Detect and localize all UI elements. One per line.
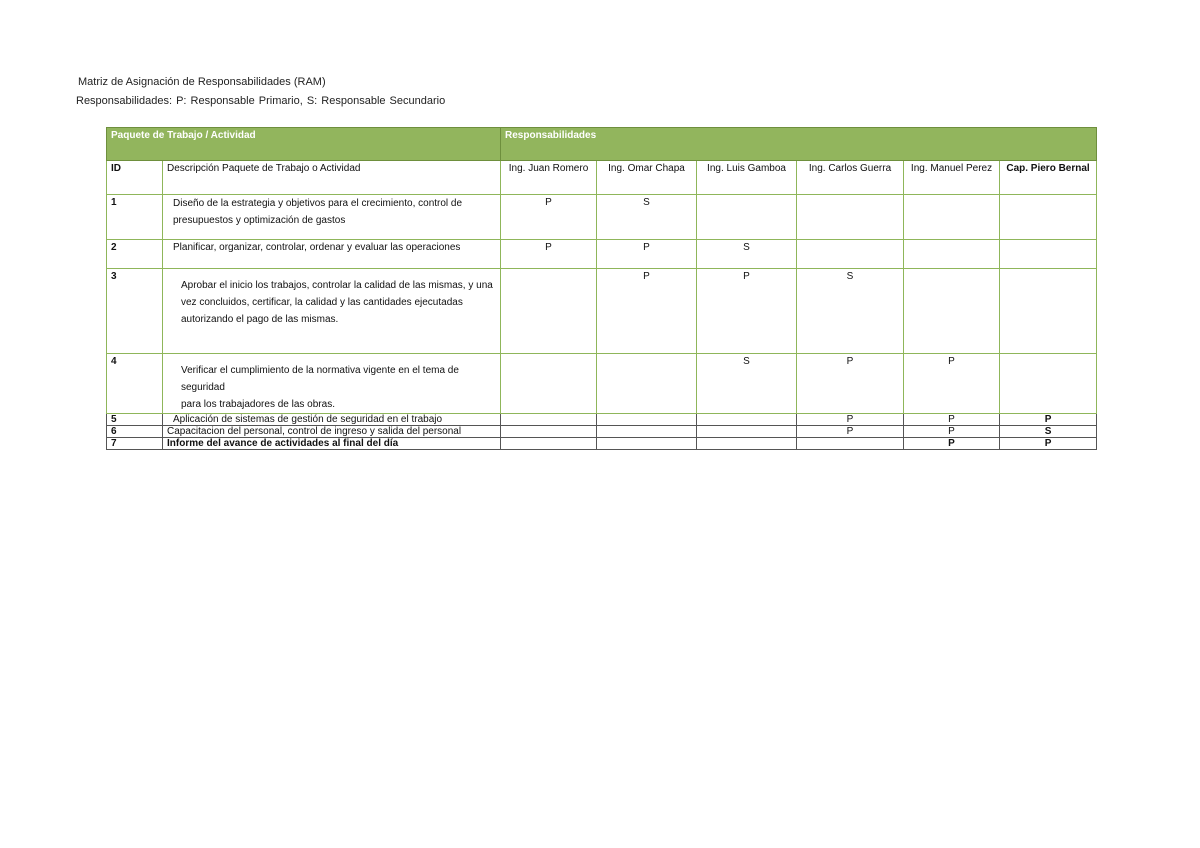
row-id: 6 [107, 426, 163, 438]
assignment-cell: P [597, 269, 697, 354]
table-row [107, 414, 1097, 426]
assignment-cell [697, 195, 797, 240]
col-header-id: ID [107, 161, 163, 195]
col-header-description: Descripción Paquete de Trabajo o Actividad [163, 161, 501, 195]
assignment-cell [797, 438, 904, 450]
col-header-person: Cap. Piero Bernal [1000, 161, 1097, 195]
assignment-cell: P [597, 240, 697, 269]
document-legend: Responsabilidades: P: Responsable Primario, S: Responsable Secundario [76, 95, 446, 107]
assignment-cell [501, 426, 597, 438]
assignment-cell [597, 426, 697, 438]
assignment-cell: P [1000, 438, 1097, 450]
col-header-person: Ing. Carlos Guerra [797, 161, 904, 195]
row-id: 4 [107, 354, 163, 414]
assignment-cell: P [1000, 414, 1097, 426]
assignment-cell [1000, 269, 1097, 354]
table-row [107, 426, 1097, 438]
table-row [107, 240, 1097, 269]
assignment-cell: P [501, 240, 597, 269]
group-header-activity: Paquete de Trabajo / Actividad [107, 128, 501, 161]
table-row [107, 354, 1097, 414]
table-row [107, 195, 1097, 240]
assignment-cell: P [904, 414, 1000, 426]
assignment-cell: S [597, 195, 697, 240]
assignment-cell: S [697, 240, 797, 269]
row-description: Aprobar el inicio los trabajos, controlar la calidad de las mismas, y una vez concluidos, certificar, la calidad y las cantidades ejecutadas autorizando el pago de las mismas. [163, 269, 501, 354]
assignment-cell [1000, 354, 1097, 414]
assignment-cell [501, 414, 597, 426]
row-id: 5 [107, 414, 163, 426]
row-description: Aplicación de sistemas de gestión de seguridad en el trabajo [163, 414, 501, 426]
document-title: Matriz de Asignación de Responsabilidades (RAM) [78, 76, 326, 88]
row-id: 3 [107, 269, 163, 354]
assignment-cell [904, 269, 1000, 354]
row-description: Diseño de la estrategia y objetivos para el crecimiento, control de presupuestos y optimización de gastos [163, 195, 501, 240]
assignment-cell [501, 354, 597, 414]
row-description: Verificar el cumplimiento de la normativa vigente en el tema de seguridad para los trabajadores de las obras. [163, 354, 501, 414]
assignment-cell: P [904, 426, 1000, 438]
assignment-cell [597, 438, 697, 450]
ram-table [106, 127, 1097, 450]
assignment-cell [597, 354, 697, 414]
table-row [107, 269, 1097, 354]
row-id: 1 [107, 195, 163, 240]
assignment-cell [904, 195, 1000, 240]
assignment-cell [597, 414, 697, 426]
assignment-cell [1000, 195, 1097, 240]
assignment-cell [501, 438, 597, 450]
assignment-cell [697, 414, 797, 426]
assignment-cell [797, 195, 904, 240]
assignment-cell: P [797, 414, 904, 426]
group-header-row [107, 128, 1097, 161]
assignment-cell: P [697, 269, 797, 354]
row-id: 7 [107, 438, 163, 450]
assignment-cell: S [697, 354, 797, 414]
row-description: Planificar, organizar, controlar, ordenar y evaluar las operaciones [163, 240, 501, 269]
assignment-cell [797, 240, 904, 269]
col-header-person: Ing. Luis Gamboa [697, 161, 797, 195]
assignment-cell [904, 240, 1000, 269]
row-description: Informe del avance de actividades al final del día [163, 438, 501, 450]
assignment-cell: P [501, 195, 597, 240]
assignment-cell [501, 269, 597, 354]
row-description: Capacitacion del personal, control de ingreso y salida del personal [163, 426, 501, 438]
assignment-cell: P [904, 354, 1000, 414]
assignment-cell: S [797, 269, 904, 354]
table-row [107, 438, 1097, 450]
assignment-cell [697, 438, 797, 450]
assignment-cell: S [1000, 426, 1097, 438]
row-id: 2 [107, 240, 163, 269]
assignment-cell: P [797, 426, 904, 438]
assignment-cell: P [904, 438, 1000, 450]
assignment-cell [1000, 240, 1097, 269]
col-header-person: Ing. Juan Romero [501, 161, 597, 195]
group-header-responsibilities: Responsabilidades [501, 128, 1097, 161]
col-header-person: Ing. Omar Chapa [597, 161, 697, 195]
col-header-person: Ing. Manuel Perez [904, 161, 1000, 195]
assignment-cell: P [797, 354, 904, 414]
assignment-cell [697, 426, 797, 438]
column-header-row [107, 161, 1097, 195]
